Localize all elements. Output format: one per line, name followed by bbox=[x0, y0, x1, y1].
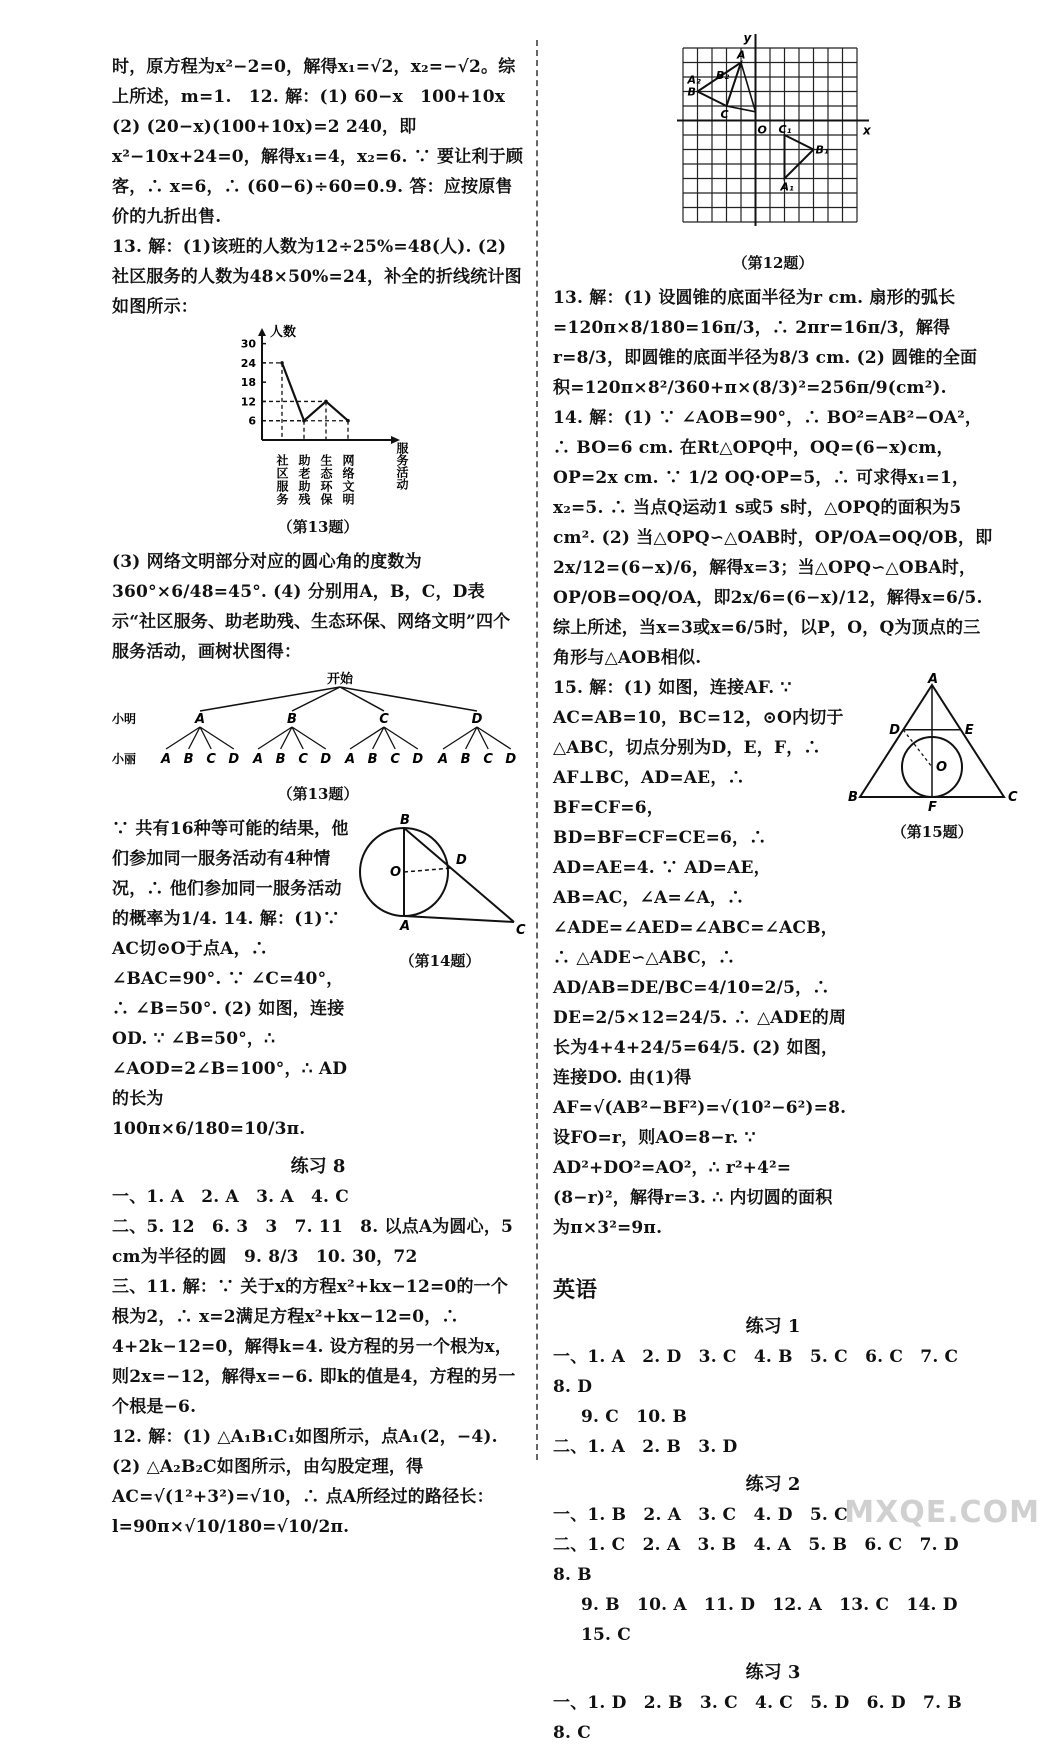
point-label: C₁ bbox=[778, 123, 792, 136]
text-block: 13. 解：(1)该班的人数为12÷25%=48(人). (2) 社区服务的人数为48×50%=24，补全的折线统计图如图所示： bbox=[112, 237, 522, 317]
section-heading: 练习 2 bbox=[745, 1474, 801, 1495]
tree-node-level2: B bbox=[367, 752, 378, 767]
point-label: B bbox=[400, 813, 410, 828]
tangent-ac bbox=[404, 916, 514, 922]
data-point bbox=[324, 400, 328, 404]
answer-line: 一、1. D 2. B 3. C 4. C 5. D 6. D 7. B 8. C bbox=[553, 1693, 980, 1743]
right-column bbox=[553, 30, 1018, 1748]
axis-label-x: x bbox=[863, 123, 871, 138]
tree-node-level2: A bbox=[252, 752, 264, 767]
tree-node-level2: C bbox=[206, 752, 216, 767]
tree-node-level2: D bbox=[228, 752, 240, 767]
answer-line: 一、1. B 2. A 3. C 4. D 5. C bbox=[553, 1505, 848, 1525]
data-point bbox=[346, 419, 350, 423]
tree-diagram bbox=[112, 667, 524, 779]
tree-node-level2: B bbox=[183, 752, 194, 767]
y-tick-label: 18 bbox=[240, 376, 256, 390]
section-heading: 练习 3 bbox=[745, 1662, 801, 1683]
x-tick-label: 生态环保 bbox=[319, 454, 333, 506]
point-label: A bbox=[737, 48, 746, 62]
tree-node-level1: D bbox=[471, 712, 483, 727]
tree-node-level2: A bbox=[344, 752, 356, 767]
y-tick-label: 30 bbox=[240, 337, 256, 351]
segment-od bbox=[404, 868, 452, 872]
tree-node-level2: C bbox=[483, 752, 493, 767]
x-tick-label: 网络文明 bbox=[341, 454, 355, 506]
watermark: MXQE.COM bbox=[844, 1495, 1040, 1530]
answer-line: 一、1. A 2. D 3. C 4. B 5. C 6. C 7. C 8. D bbox=[553, 1347, 976, 1397]
answer-line: 二、1. A 2. B 3. D bbox=[553, 1437, 738, 1457]
point-label: B bbox=[848, 790, 859, 805]
point-label: C bbox=[720, 108, 729, 121]
figure-caption: （第13题） bbox=[277, 518, 359, 536]
tree-row-label: 小明 bbox=[112, 712, 137, 726]
point-label: A bbox=[400, 919, 411, 934]
point-label: D bbox=[889, 722, 901, 738]
point-label: C bbox=[1008, 790, 1018, 805]
origin-label: O bbox=[757, 123, 767, 137]
x-axis-label: 服务活动 bbox=[395, 442, 409, 490]
point-label: O bbox=[936, 760, 948, 775]
y-tick-label: 12 bbox=[240, 395, 256, 409]
section-heading: 练习 1 bbox=[745, 1316, 801, 1337]
answer-line: 二、1. C 2. A 3. B 4. A 5. B 6. C 7. D 8. B bbox=[553, 1535, 976, 1585]
tree-root-label: 开始 bbox=[326, 672, 354, 687]
figure-caption: （第13题） bbox=[277, 785, 359, 803]
answer-line: 一、1. A 2. A 3. A 4. C bbox=[112, 1187, 349, 1207]
text-block: 15. 解：(1) 如图，连接AF. ∵ AC=AB=10，BC=12，⊙O内切于△ABC，切点分别为D，E，F，∴ AF⊥BC，AD=AE，∴ BF=CF=6，BD=BF=CF=CE=6，∴ AD=AE=4. ∵ AD=AE，AB=AC，∠A=∠A，∴ ∠ADE=∠AED=∠ABC=∠ACB，∴ △ADE∽△ABC，∴ AD/AB=DE/BC=4/10=2/5，∴ DE=2/5×12=24/5. ∴ △ADE的周长为4+4+24/5=64/5. (2) 如图，连接DO. 由(1)得AF=√(AB²−BF²)=√(10²−6²)=8. 设FO=r，则AO=8−r. ∵ AD²+DO²=AO²，∴ r²+4²=(8−r)²，解得r=3. ∴ 内切圆的面积为π×3²=9π. bbox=[553, 678, 847, 1238]
answer-line: 12. 解：(1) △A₁B₁C₁如图所示，点A₁(2，−4). (2) △A₂B₂C如图所示，由勾股定理，得AC=√(1²+3²)=√10，∴ 点A所经过的路径长：l=90π×√10/180=√10/2π. bbox=[112, 1427, 498, 1537]
answer-line: 9. B 10. A 11. D 12. A 13. C 14. D 15. C bbox=[581, 1595, 975, 1645]
point-label: B₁ bbox=[815, 143, 829, 157]
column-divider bbox=[536, 40, 538, 1460]
subject-heading: 英语 bbox=[553, 1277, 598, 1303]
tree-node-level2: B bbox=[460, 752, 471, 767]
tree-node-level2: C bbox=[298, 752, 308, 767]
point-label: E bbox=[965, 722, 974, 738]
tree-node-level2: B bbox=[275, 752, 286, 767]
section-heading: 练习 8 bbox=[290, 1156, 346, 1177]
tree-node-level1: C bbox=[379, 712, 389, 727]
point-label: C bbox=[516, 923, 526, 938]
point-label: B bbox=[687, 85, 696, 99]
point-label: D bbox=[456, 853, 467, 868]
data-point bbox=[302, 419, 306, 423]
point-label: F bbox=[928, 800, 938, 815]
incircle-triangle-figure bbox=[846, 673, 1018, 813]
tree-node-level2: A bbox=[160, 752, 172, 767]
y-tick-label: 6 bbox=[248, 414, 256, 428]
point-label: B₂ bbox=[716, 69, 730, 82]
tree-node-level2: D bbox=[320, 752, 332, 767]
figure-caption: （第12题） bbox=[732, 254, 814, 272]
data-line bbox=[282, 363, 348, 421]
x-tick-label: 社区服务 bbox=[275, 454, 289, 506]
circle-tangent-figure bbox=[356, 814, 524, 942]
answer-line: 9. C 10. B bbox=[581, 1407, 688, 1427]
text-block: (3) 网络文明部分对应的圆心角的度数为360°×6/48=45°. (4) 分别用A，B，C，D表示“社区服务、助老助残、生态环保、网络文明”四个服务活动，画树状图得： bbox=[112, 552, 511, 662]
tree-node-level1: B bbox=[287, 712, 297, 727]
tree-branch bbox=[200, 687, 340, 711]
point-label: O bbox=[390, 865, 402, 880]
y-axis-arrow bbox=[258, 328, 266, 336]
line-bc bbox=[404, 828, 514, 922]
tree-node-level2: C bbox=[390, 752, 400, 767]
text-block: 时，原方程为x²−2=0，解得x₁=√2，x₂=−√2。综上所述，m=1. 12. 解：(1) 60−x 100+10x (2) (20−x)(100+10x)=2 240，即x²−10x+24=0，解得x₁=4，x₂=6. ∵ 要让利于顾客，∴ x=6，∴ (60−6)÷60=0.9. 答：应按原售价的九折出售. bbox=[112, 57, 524, 227]
text-block: ∵ 共有16种等可能的结果，他们参加同一服务活动有4种情况，∴ 他们参加同一服务活动的概率为1/4. 14. 解：(1)∵ AC切⊙O于点A，∴ ∠BAC=90°. ∵ ∠C=40°，∴ ∠B=50°. (2) 如图，连接OD. ∵ ∠B=50°，∴ ∠AOD=2∠B=100°，∴ AD的长为100π×6/180=10/3π. bbox=[112, 819, 349, 1139]
y-axis-label: 人数 bbox=[270, 325, 297, 340]
tree-node-level1: A bbox=[194, 712, 206, 727]
data-point bbox=[280, 361, 284, 365]
answer-line: 二、5. 12 6. 3 3 7. 11 8. 以点A为圆心，5 cm为半径的圆 9. 8/3 10. 30，72 bbox=[112, 1217, 514, 1267]
point-label: A₁ bbox=[780, 180, 794, 194]
line-chart bbox=[112, 322, 524, 512]
tree-node-level2: A bbox=[437, 752, 449, 767]
tree-node-level2: D bbox=[412, 752, 424, 767]
answer-line: 三、11. 解：∵ 关于x的方程x²+kx−12=0的一个根为2，∴ x=2满足方程x²+kx−12=0，∴ 4+2k−12=0，解得k=4. 设方程的另一个根为x，则2x=−12，解得x=−6. 即k的值是4，方程的另一个根是−6. bbox=[112, 1277, 516, 1417]
figure-caption: （第14题） bbox=[399, 952, 481, 970]
point-label: A₂ bbox=[687, 73, 701, 87]
figure-caption: （第15题） bbox=[891, 823, 973, 841]
x-tick-label: 助老助残 bbox=[297, 454, 311, 506]
y-tick-label: 24 bbox=[240, 356, 256, 370]
left-column bbox=[112, 52, 524, 1542]
point-label: A bbox=[928, 672, 939, 687]
tree-row-label: 小丽 bbox=[112, 752, 137, 766]
text-block: 13. 解：(1) 设圆锥的底面半径为r cm. 扇形的弧长=120π×8/180=16π/3，∴ 2πr=16π/3，解得r=8/3，即圆锥的底面半径为8/3 cm. (2) 圆锥的全面积=120π×8²/360+π×(8/3)²=256π/9(cm²). 14. 解：(1) ∵ ∠AOB=90°，∴ BO²=AB²−OA²，∴ BO=6 cm. 在Rt△OPQ中，OQ=(6−x)cm，OP=2x cm. ∵ 1/2 OQ·OP=5，∴ 可求得x₁=1，x₂=5. ∴ 当点Q运动1 s或5 s时，△OPQ的面积为5 cm². (2) 当△OPQ∽△OAB时，OP/OA=OQ/OB，即2x/12=(6−x)/6，解得x=3；当△OPQ∽△OBA时，OP/OB=OQ/OA，即2x/6=(6−x)/12，解得x=6/5. 综上所述，当x=3或x=6/5时，以P，O，Q为顶点的三角形与△AOB相似. bbox=[553, 288, 993, 668]
axis-label-y: y bbox=[743, 31, 752, 45]
tree-node-level2: D bbox=[505, 752, 517, 767]
grid-coordinate-figure bbox=[553, 30, 993, 248]
